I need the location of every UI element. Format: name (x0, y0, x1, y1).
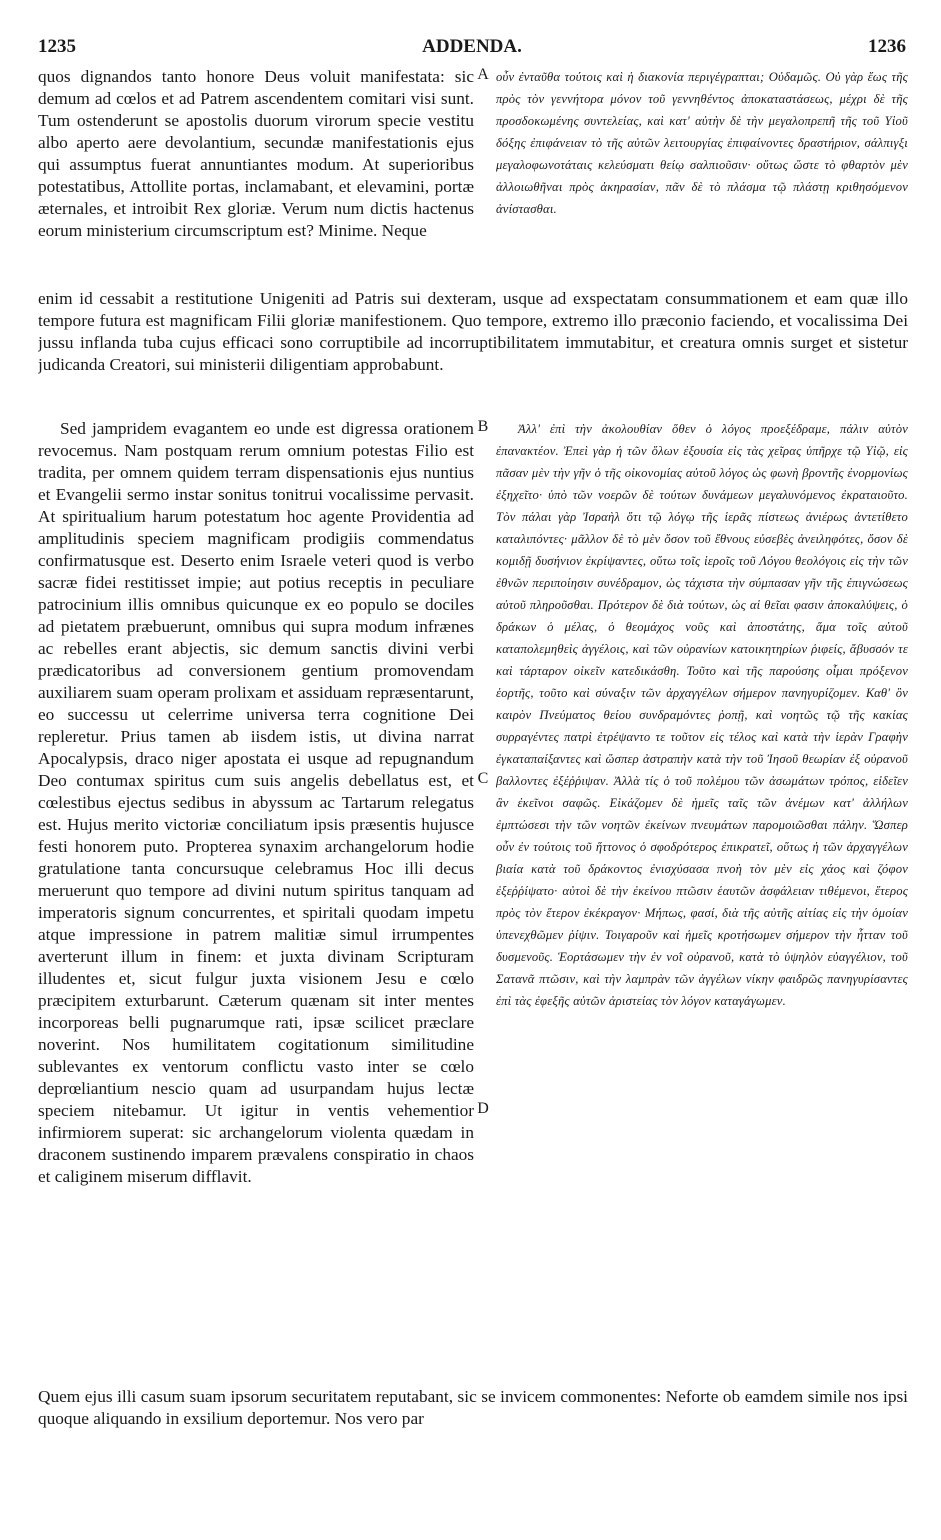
margin-marker-b: B (477, 418, 489, 435)
latin-paragraph-2: Sed jampridem evagantem eo unde est digressa orationem revocemus. Nam postquam rerum omnium potestas Filio est tradita, per omnem quidem terram dispensationis ejus nuntius et Evangelii sermo instar sonitus tonitrui vocalissime pervasit. At spiritualium harum potestatum hoc agente Providentia ad amplitudinis speciem magnificam prodigiis commendatus confirmatusque est. Deserto enim Israele veteri quod is verbo sacræ fidei restitisset impie; aut potius receptis in peculiare patrocinium illis omnibus quicunque ex eo populo se dociles ad pietatem præbuerunt, omnibus qui supra modum infrænes ac rebelles erant abjectis, sic demum sanctis divini verbi prædicatoribus ad conversionem gentium promovendam auxiliarem suam operam prolixam et assiduam repræsentarunt, eo successu ut celerrime universa terra cognitione Dei repleretur. Prius tamen ab iisdem istis, ut divina narrat Apocalypsis, draco niger apostata ei usque ad repugnandum Deo contumax spiritus cum suis angelis debellatus est, et cœlestibus ejectus sedibus in abyssum ac Tartarum relegatus est. Hujus merito victoriæ conciliatum ipsis præsentis hujusce festi honorem puto. Propterea synaxim archangelorum hodie gratulatione tanta concursuque celebramus Hoc illi decus meruerunt quo tempore ad divini nutum spiritus tanquam ad imperatoris signum concurrentes, et spiritali quodam impetu atque impressione in patrem malitiæ simul irrumpentes averterunt illum in finem: et juxta divinam Scripturam illudentes et, sicut fulgur juxta visionem Jesu e cœlo præcipitem exturbarunt. Cæterum quænam sit inter mentes incorporeas belli pugnarumque rati, ipsæ scilicet præclare noverint. Nos humilitatem cogitationum similitudine sublevantes ex ventorum conflictu vasto inter se cœlo deprœliantium nescio quam ad usurpandam hujus lectæ speciem nitebamur. Ut igitur in ventis vehementior infirmiorem superat: sic archangelorum violenta quædam in draconem sustinendo imparem prævalens conspiratio in chaos et caliginem miserum difflavit. (38, 419, 474, 1186)
greek-paragraph-1: οὖν ἐνταῦθα τούτοις καὶ ἡ διακονία περιγέγραπται; Οὐδαμῶς. Οὐ γὰρ ἕως τῆς πρὸς τὸν γεννήτορα μόνον τοῦ γεννηθέντος ἀποκαταστάσεως, μέχρι δὲ τῆς προσδοκωμένης συντελείας, καὶ κατ' αὐτὴν δὲ τὴν μεγαλοπρεπῆ τῆς τοῦ Υἱοῦ δόξης ἐπιφάνειαν τὸ τῆς αὐτῶν λειτουργίας ἐπιφαίνοντες δραστήριον, σάλπιγξι μεγαλοφωνοτάταις κελεύσματι θείῳ σαλπιοῦσιν· οὕτως ὥστε τὸ φθαρτὸν μὲν ἀλλοιωθῆναι πρὸς ἀκηρασίαν, πᾶν δὲ τὸ πλάσμα τῷ πλάστῃ κριθησόμενον ἀνίστασθαι. (496, 70, 908, 216)
latin-continuation-1: enim id cessabit a restitutione Unigeniti ad Patris sui dexteram, usque ad exspectatam consummationem et eam quæ illo tempore futura est magnificam Filii gloriæ manifestionem. Quo tempore, extremo illo præconio faciendo, et vocalissima Dei jussu inflanda tuba cujus efficaci sono corruptibile ad incorruptibilitatem immutabitur, et creatura omnis surget et sistetur judicanda Creatori, sui ministerii diligentiam approbabunt. (38, 289, 908, 374)
margin-marker-c: C (477, 770, 489, 787)
latin-full-width-2 (38, 1386, 908, 1432)
latin-full-width-1 (38, 288, 908, 420)
latin-continuation-2: Quem ejus illi casum suam ipsorum securitatem reputabant, sic se invicem commonentes: Neforte ob eamdem simile nos ipsi quoque aliquando in exsilium deportemur. Nos vero par (38, 1387, 908, 1428)
latin-column-2 (38, 418, 474, 1384)
latin-paragraph-1: quos dignandos tanto honore Deus voluit manifestata: sic demum ad cœlos et ad Patrem ascendentem comitari visi sunt. Tum ostenderunt se apostolis duorum virorum specie vestitu albo aperto aere devolantium, secundæ manifestationis ejus qui assumptus fuerat annuntiantes modum. At superioribus potestatibus, Attollite portas, inclamabant, et elevamini, portæ æternales, et introibit Rex gloriæ. Verum num dictis hactenus eorum ministerium circumscriptum est? Minime. Neque (38, 67, 474, 240)
running-header (38, 36, 906, 62)
page-number-right: 1236 (868, 36, 906, 57)
margin-marker-d: D (477, 1100, 489, 1117)
greek-column-2 (496, 418, 908, 1384)
latin-column-1 (38, 66, 474, 288)
running-title: ADDENDA. (422, 36, 522, 57)
greek-paragraph-2: Ἀλλ' ἐπὶ τὴν ἀκολουθίαν ὅθεν ὁ λόγος προεξέδραμε, πάλιν αὐτὸν ἐπανακτέον. Ἐπεὶ γὰρ ἡ τῶν ὅλων ἐξουσία εἰς τὰς χεῖρας ὑπῆρχε τῷ Υἱῷ, εἰς πᾶσαν μὲν τὴν γῆν ὁ τῆς οἰκονομίας αὐτοῦ λόγος ὡς φωνὴ βροντῆς ἐνορμονίως ἐξηχεῖτο· ὑπὸ τῶν νοερῶν δὲ τούτων δυνάμεων μεγαλυνόμενος ἐκραταιοῦτο. Τὸν πάλαι γὰρ Ἰσραὴλ ὅτι τῷ λόγῳ τῆς ἱερᾶς πίστεως ἀνιέρως ἀντετίθετο καταλιπόντες· μᾶλλον δὲ τὸ μὲν ὅσον τοῦ ἔθνους εὐσεβὲς ἀνειληφότες, ὅσον δὲ κομιδῇ δυσήνιον ἐκρίψαντες, οὕτω τοῖς ἱεροῖς τοῦ Λόγου θεολόγοις εἰς τὴν τῶν ἐθνῶν περιποίησιν συνέδραμον, ὡς τάχιστα τὴν σύμπασαν γῆν τῆς ἐπιγνώσεως αὐτοῦ πληροῦσθαι. Πρότερον δὲ διὰ τούτων, ὡς αἱ θεῖαι φασιν ἀποκαλύψεις, ὁ δράκων ὁ μέλας, ὁ θεομάχος νοῦς καὶ ἀποστάτης, ἅμα τοῖς αὐτοῦ καταπολεμηθεὶς ἀγγέλοις, καὶ τῶν οὐρανίων κατοικητηρίων ῥιφείς, ἄβυσσόν τε καὶ τάρταρον οἰκεῖν κατεδικάσθη. Τοῦτο καὶ τῆς παρούσης οἶμαι πρόξενον ἑορτῆς, τοῦτο καὶ σύναξιν τῶν ἀρχαγγέλων σήμερον πανηγυρίζομεν. Καθ' ὃν καιρὸν Πνεύματος θείου συνδραμόντες ῥοπῇ, καὶ νοητῶς τῷ τῆς κακίας συρραγέντες πατρὶ ἐτρέψαντο τε τοῦτον εἰς τέλος καὶ κατὰ τὴν ἱερὰν Γραφὴν ἐγκαταπαίξαντες καὶ ὥσπερ ἀστραπὴν κατὰ τὴν τοῦ Ἰησοῦ θεωρίαν ἐξ οὐρανοῦ βαλλοντες ἐξέῤῥιψαν. Ἀλλὰ τίς ὁ τοῦ πολέμου τῶν ἀσωμάτων τρόπος, εἰδεῖεν ἂν ἐκεῖνοι σαφῶς. Εἰκάζομεν δὲ ἡμεῖς ταῖς τῶν ἀνέμων κατ' ἀλλήλων ἐμπτώσεσι τὴν τῶν νοητῶν ἐκείνων πνευμάτων παρομοιῶσθαι πάλην. Ὥσπερ οὖν ἐν τούτοις τοῦ ἥττονος ὁ σφοδρότερος ἐπικρατεῖ, οὕτως ἡ τῶν ἀρχαγγέλων βιαία κατὰ τοῦ δράκοντος ἐνισχύσασα πνοὴ τὸν μὲν εἰς χάος καὶ ζόφον ἐξεῤῥίψατο· αὐτοὶ δὲ τὴν ἐκείνου πτῶσιν ἑαυτῶν ἀσφάλειαν τιθέμενοι, ἕτερος πρὸς τὸν ἕτερον ἐκέκραγον· Μήπως, φασί, διὰ τῆς αὐτῆς αἰτίας εἰς τὴν ὁμοίαν ὑπενεχθῶμεν ῥίψιν. Τοιγαροῦν καὶ ἡμεῖς κροτήσωμεν σήμερον τὴν ἧτταν τοῦ δυσμενοῦς. Ἑορτάσωμεν τὴν ἐν νοῒ οὐρανοῦ, κατὰ τὸ ὑψηλὸν εὐαγγέλιον, τοῦ Σατανᾶ πτῶσιν, καὶ τὴν λαμπρὰν τῶν ἀγγέλων νίκην φαιδρῶς πανηγυρίσαντες ἐπὶ τὰς ἐφεξῆς αὐτῶν ἀριστείας τὸν λόγον καταγάγωμεν. (496, 422, 908, 1008)
greek-column-1 (496, 66, 908, 288)
margin-marker-a: A (477, 66, 489, 83)
page-number-left: 1235 (38, 36, 76, 57)
